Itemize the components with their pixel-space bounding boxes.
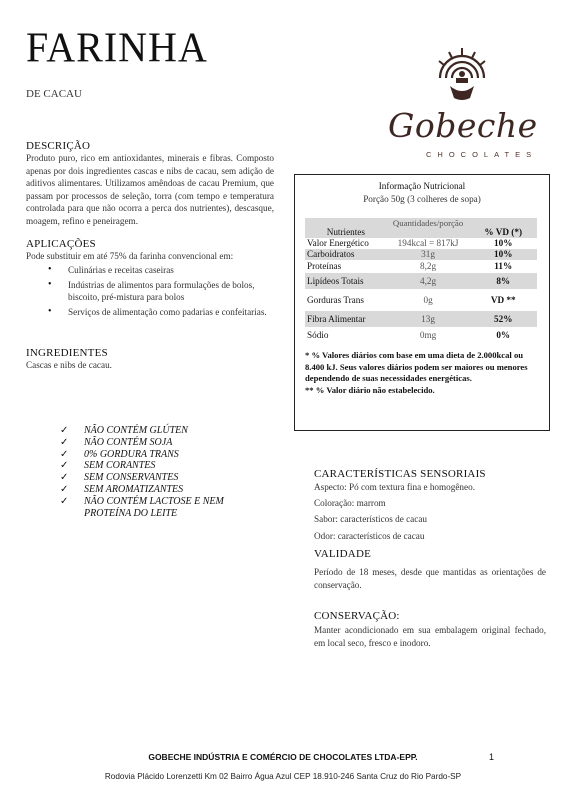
table-row: Carboidratos 31g 10% (305, 249, 537, 260)
aplicacoes-heading: APLICAÇÕES (26, 238, 96, 250)
aplicacoes-intro: Pode substituir em até 75% da farinha convencional em: (26, 251, 234, 261)
nutrition-footnotes (305, 350, 541, 396)
check-icon: ✓ (60, 425, 69, 436)
table-row: Lipídeos Totais 4,2g 8% (305, 273, 537, 289)
conservacao-text: Manter acondicionado em sua embalagem original fechado, em local seco, fresco e inodoro. (314, 625, 546, 648)
claim-item: ✓ SEM AROMATIZANTES (60, 483, 184, 495)
claim-item: ✓ SEM CORANTES (60, 460, 156, 472)
list-item: • Serviços de alimentação como padarias e confeitarias. (26, 306, 280, 319)
aplicacoes-list (26, 264, 286, 320)
nutrition-footnote-2: ** % Valor diário não estabelecido. (305, 384, 435, 395)
nutrition-footnote-1: * % Valores diários com base em uma dieta de 2.000kcal ou 8.400 kJ. Seus valores diários podem ser maiores ou menores dependendo de suas necessidades energéticas. (305, 350, 528, 383)
claim-item: ✓ NÃO CONTÉM LACTOSE E NEM PROTEÍNA DO LEITE (60, 495, 224, 519)
col-vd: % VD (*) (469, 218, 537, 238)
product-subtitle: DE CACAU (26, 88, 82, 100)
gobeche-logo-emblem (432, 44, 492, 104)
check-icon: ✓ (60, 495, 69, 507)
check-icon: ✓ (60, 472, 69, 484)
table-header-row (305, 218, 537, 238)
brand-tagline: CHOCOLATES (426, 150, 538, 159)
sensoriais-sabor: Sabor: característicos de cacau (314, 514, 427, 524)
claim-item: ✓ SEM CONSERVANTES (60, 472, 179, 484)
check-icon: ✓ (60, 448, 69, 460)
nutrition-title: Informação Nutricional (378, 181, 466, 191)
sensoriais-aspecto: Aspecto: Pó com textura fina e homogêneo. (314, 482, 475, 492)
footer-address: Rodovia Plácido Lorenzetti Km 02 Bairro Água Azul CEP 18.910-246 Santa Cruz do Rio Pardo-SP (104, 772, 462, 781)
brand-name: Gobeche (388, 106, 538, 145)
claim-item: ✓ 0% GORDURA TRANS (60, 448, 179, 460)
claim-item: ✓ NÃO CONTÉM SOJA (60, 436, 173, 448)
product-title: FARINHA (26, 23, 208, 72)
page-number: 1 (489, 752, 495, 762)
table-row: Fibra Alimentar 13g 52% (305, 311, 537, 327)
col-quantidade: Quantidades/porção (387, 218, 470, 238)
descricao-text: Produto puro, rico em antioxidantes, minerais e fibras. Composto apenas por dois ingredientes cascas e nibs de cacau, sem adição de aditivos alimentares. Utilizamos amêndoas de cacau Premium, que passam por processos de seleção, torra (com tempo e temperatura controlada para que não ocorra a perca dos nutrientes), descasque, moagem, refino e peneiragem. (26, 153, 274, 226)
col-nutrientes: Nutrientes (305, 218, 387, 238)
sensoriais-heading: CARACTERÍSTICAS SENSORIAIS (314, 468, 486, 480)
check-icon: ✓ (60, 460, 69, 472)
conservacao-heading: CONSERVAÇÃO: (314, 610, 400, 622)
nutrition-facts-box (294, 174, 550, 431)
table-row: Proteínas 8,2g 11% (307, 261, 513, 271)
claim-item: ✓ NÃO CONTÉM GLÚTEN (60, 425, 188, 436)
nutrition-table (305, 218, 537, 343)
validade-text: Período de 18 meses, desde que mantidas as orientações de conservação. (314, 567, 546, 590)
ingredientes-text: Cascas e nibs de cacau. (26, 360, 112, 370)
nutrition-portion: Porção 50g (3 colheres de sopa) (363, 194, 481, 204)
check-icon: ✓ (60, 436, 69, 448)
table-row: Valor Energético 194kcal = 817kJ 10% (307, 238, 513, 248)
sensoriais-coloracao: Coloração: marrom (314, 498, 386, 508)
table-row: Sódio 0mg 0% (307, 329, 511, 340)
check-icon: ✓ (60, 483, 69, 495)
descricao-heading: DESCRIÇÃO (26, 140, 91, 152)
list-item: • Culinárias e receitas caseiras (26, 264, 280, 277)
table-row: Gorduras Trans 0g VD ** (307, 294, 516, 305)
validade-heading: VALIDADE (314, 548, 372, 560)
footer-company: GOBECHE INDÚSTRIA E COMÉRCIO DE CHOCOLATES LTDA-EPP. (148, 752, 418, 762)
claims-list (60, 425, 290, 519)
ingredientes-heading: INGREDIENTES (26, 347, 108, 359)
sensoriais-odor: Odor: característicos de cacau (314, 531, 425, 541)
list-item: • Indústrias de alimentos para formulações de bolos, biscoito, pré-mistura para bolos (26, 279, 280, 304)
